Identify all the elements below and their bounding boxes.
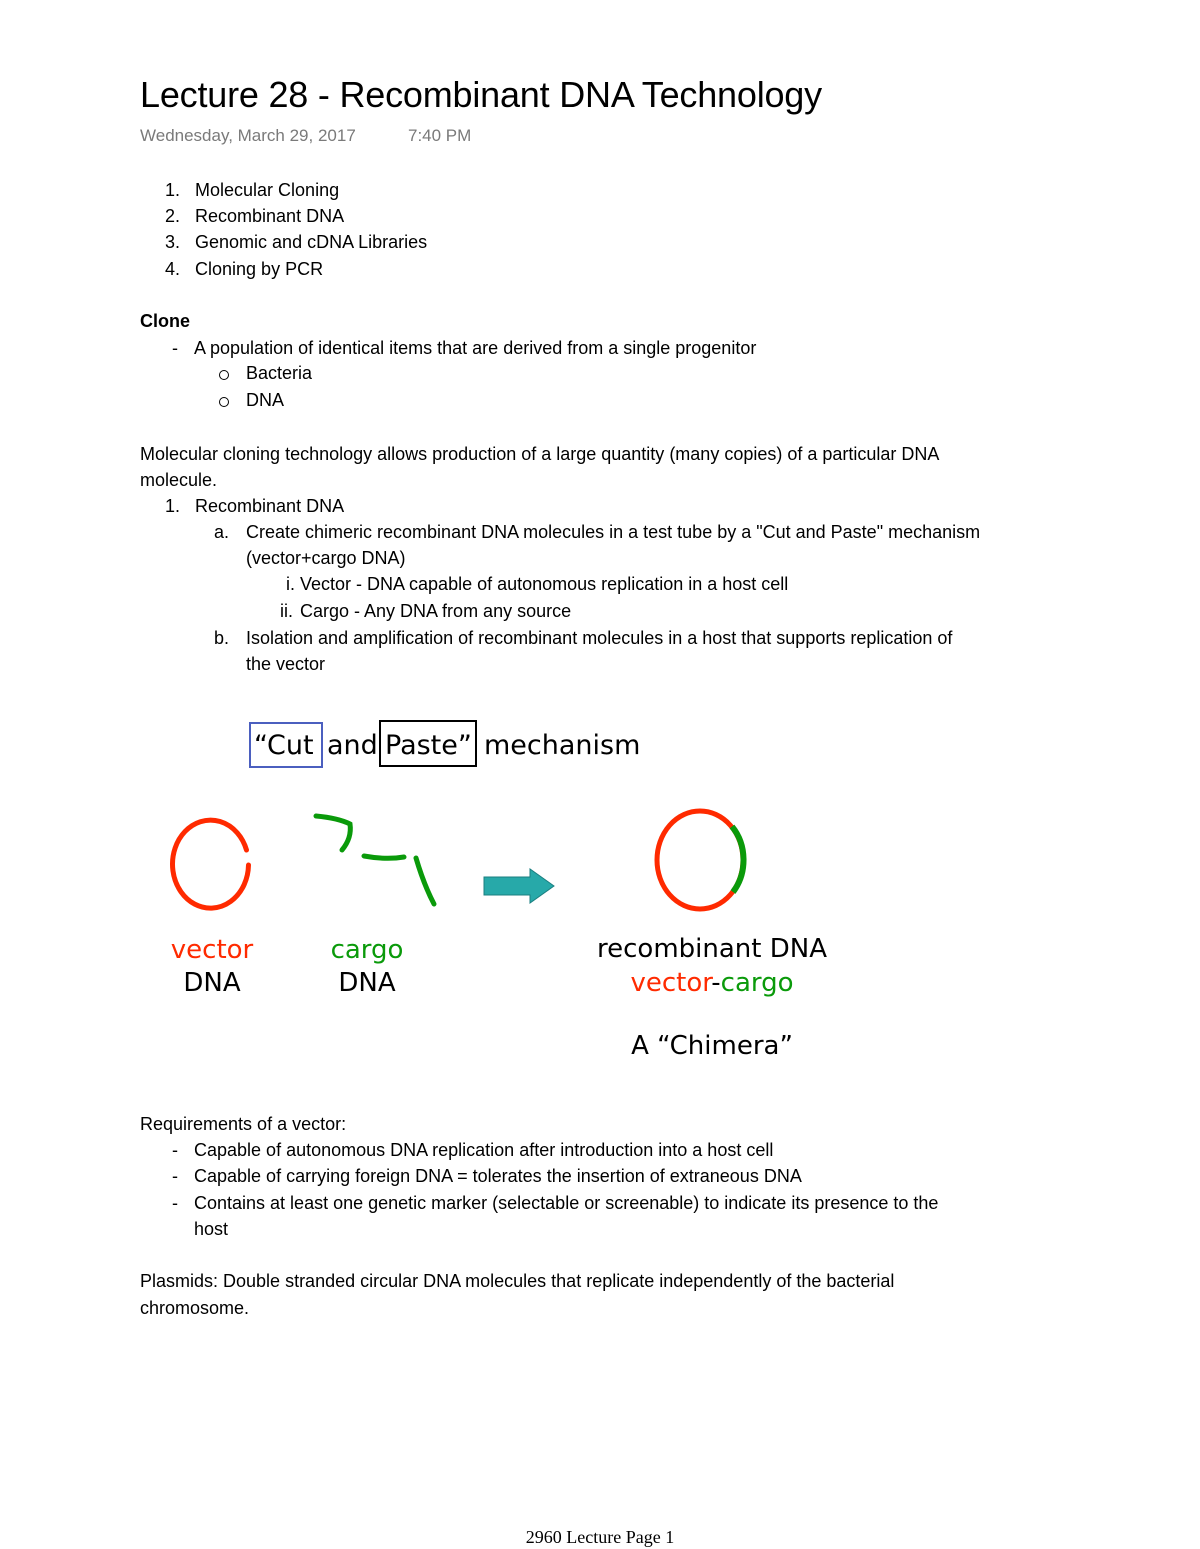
plasmids-line2: chromosome. — [140, 1298, 250, 1318]
outline-item: 2. Recombinant DNA — [164, 206, 345, 226]
requirement-item: Contains at least one genetic marker (selectable or screenable) to indicate its presence to the — [194, 1193, 939, 1213]
list-label-a: a. — [214, 522, 230, 542]
molecular-ii-text: Cargo - Any DNA from any source — [300, 601, 572, 621]
clone-definition: A population of identical items that are derived from a single progenitor — [194, 338, 757, 358]
recombinant-label: recombinant DNA — [597, 934, 827, 964]
vector-label: vector — [170, 935, 254, 965]
cargo-dna-strand — [416, 858, 434, 904]
clone-heading: Clone — [140, 311, 191, 331]
cargo-sub-label: DNA — [338, 968, 396, 998]
recombinant-cargo-segment — [732, 827, 744, 893]
list-label-b: b. — [214, 628, 230, 648]
dash-bullet: - — [172, 1166, 178, 1186]
requirement-item-cont: host — [194, 1219, 229, 1239]
clone-example: DNA — [246, 390, 285, 410]
molecular-item-1: 1. Recombinant DNA — [164, 496, 345, 516]
list-label-i: i. — [286, 574, 295, 594]
recombinant-ring — [657, 811, 743, 909]
vector-dna-ring — [173, 820, 249, 908]
heading-cut: “Cut — [254, 730, 314, 761]
molecular-a-line1: Create chimeric recombinant DNA molecules in a test tube by a "Cut and Paste" mechanism — [246, 522, 981, 542]
molecular-b-line2: the vector — [246, 654, 326, 674]
heading-mechanism: mechanism — [484, 730, 641, 761]
molecular-intro-line2: molecule. — [140, 470, 218, 490]
cargo-dna-strand — [316, 816, 350, 850]
outline-item: 3. Genomic and cDNA Libraries — [164, 232, 428, 252]
page-date: Wednesday, March 29, 2017 — [140, 126, 356, 145]
molecular-a-line2: (vector+cargo DNA) — [246, 548, 406, 568]
plasmids-line1: Plasmids: Double stranded circular DNA molecules that replicate independently of the bacterial — [140, 1271, 895, 1291]
dash-bullet: - — [172, 1193, 178, 1213]
arrow-right-icon — [484, 869, 554, 903]
requirement-item: Capable of carrying foreign DNA = tolerates the insertion of extraneous DNA — [194, 1166, 802, 1186]
circle-bullet-icon — [219, 394, 229, 412]
molecular-b-line1: Isolation and amplification of recombinant molecules in a host that supports replication of — [246, 628, 953, 648]
list-label-ii: ii. — [280, 601, 293, 621]
dash-bullet: - — [172, 1140, 178, 1160]
cut-and-paste-diagram — [0, 700, 1200, 1080]
outline-item: 1. Molecular Cloning — [164, 180, 340, 200]
circle-bullet-icon — [219, 367, 229, 385]
cargo-label: cargo — [330, 935, 404, 965]
page-title: Lecture 28 - Recombinant DNA Technology — [140, 74, 822, 115]
outline-item: 4. Cloning by PCR — [164, 259, 324, 279]
vector-cargo-label: vector-cargo — [630, 968, 794, 998]
requirement-item: Capable of autonomous DNA replication after introduction into a host cell — [194, 1140, 774, 1160]
molecular-intro-line1: Molecular cloning technology allows production of a large quantity (many copies) of a particular DNA — [140, 444, 940, 464]
chimera-label: A “Chimera” — [631, 1031, 793, 1061]
page-time: 7:40 PM — [408, 126, 472, 145]
requirements-heading: Requirements of a vector: — [140, 1114, 347, 1134]
vector-sub-label: DNA — [183, 968, 241, 998]
dash-bullet: - — [172, 338, 178, 358]
clone-example: Bacteria — [246, 363, 313, 383]
molecular-i-text: Vector - DNA capable of autonomous replication in a host cell — [300, 574, 789, 594]
heading-and: and — [327, 730, 378, 761]
heading-paste: Paste” — [385, 730, 472, 761]
page-footer: 2960 Lecture Page 1 — [525, 1527, 675, 1547]
cargo-dna-strand — [364, 856, 404, 858]
